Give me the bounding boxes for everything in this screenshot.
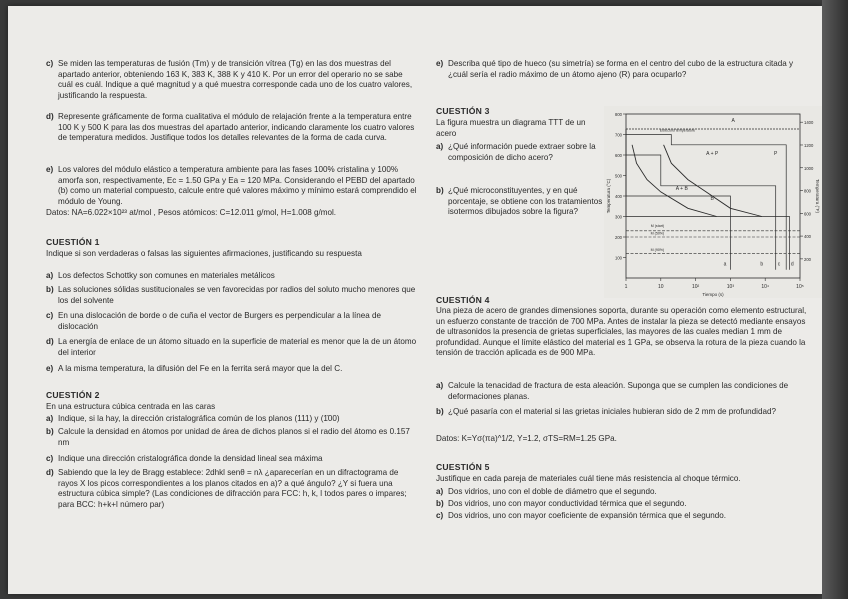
left-intro-item-e: e) Los valores del módulo elástico a temperatura ambiente para las fases 100% cristalina y 100% amorfa son, respectivamente, Ec = 1.50 GPa y Ea = 120 MPa. Considerando el PEBD del apartado (b) como un material compuesto, calcule entre qué valores máximo y mínimo estará comprendido el módulo de Young. xyxy=(46,165,417,206)
region-label: A xyxy=(731,118,735,125)
left-intro-text-e: Los valores del módulo elástico a temperatura ambiente para las fases 100% cristalina y 100% amorfa son, respectivamente, Ec = 1.50 GPa y Ea = 120 MPa. Considerando el PEBD del apartado (b) como un material compuesto, calcule entre qué valores máximo y mínimo estará comprendido el módulo de Young. xyxy=(58,165,417,206)
y-tick-label-right: 800 xyxy=(804,188,811,194)
region-label: Eutectoid temperature xyxy=(659,128,696,133)
y-tick-label-left: 500 xyxy=(615,173,622,179)
q2-item-d: d) Sabiendo que la ley de Bragg establece: 2dhkl senθ = nλ ¿aparecerían en un difractograma de rayos X los picos correspondientes a los planos citados en a)? a qué ángulo? ¿Y si fuera una estructura cúbica simple? (Las condiciones de difracción para FCC: h, k, l todos pares o impares; para BCC: h+k+l número par) xyxy=(46,468,407,509)
x-tick-label: 10² xyxy=(691,284,700,290)
q2-item-c: c) Indique una dirección cristalográfica donde la densidad lineal sea máxima xyxy=(46,454,323,463)
left-intro-text-c: Se miden las temperaturas de fusión (Tm) y de transición vítrea (Tg) en las dos muestras del apartado anterior, obteniendo 163 K, 383 K, 388 K y 410 K. Por un error del operario no se sabe cuál es cuál. Indique a qué magnitud y a qué muestra corresponde cada uno de los cuatro valores, justificando la respuesta. xyxy=(58,59,413,100)
cuestion-4-title: CUESTIÓN 4 xyxy=(436,295,490,305)
y-tick-label-right: 600 xyxy=(804,211,811,217)
cuestion-3-title: CUESTIÓN 3 xyxy=(436,106,490,116)
y-tick-label-left: 300 xyxy=(615,214,622,220)
exam-sheet xyxy=(8,6,822,594)
q1-item-a: a) Los defectos Schottky son comunes en materiales metálicos xyxy=(46,271,275,280)
x-tick-label: 10³ xyxy=(726,284,735,290)
x-tick-label: 10⁴ xyxy=(761,284,770,290)
x-tick-label: 10⁵ xyxy=(796,284,804,290)
q1-item-e: e) A la misma temperatura, la difusión del Fe en la ferrita será mayor que la del C. xyxy=(46,364,343,373)
y-tick-label-right: 400 xyxy=(804,234,811,240)
x-axis-label: Tiempo (s) xyxy=(702,292,724,297)
x-tick-label: 10 xyxy=(658,284,664,290)
y-axis-label-left: Temperatura (°C) xyxy=(606,178,611,214)
y-tick-label-left: 600 xyxy=(615,153,622,158)
region-label: c xyxy=(777,261,781,268)
y-tick-label-left: 200 xyxy=(615,235,622,240)
cuestion-5-intro: Justifique en cada pareja de materiales cuál tiene más resistencia al choque térmico. xyxy=(436,474,741,483)
y-tick-label-right: 1000 xyxy=(804,165,814,171)
y-tick-label-right: 1400 xyxy=(804,120,814,126)
x-tick-label: 1 xyxy=(624,284,628,290)
right-item-e: e) Describa qué tipo de hueco (su simetría) se forma en el centro del cubo de la estructura citada y ¿cuál sería el radio máximo de un átomo ajeno (R) para ocuparlo? xyxy=(436,59,794,79)
region-label: A + B xyxy=(675,185,688,192)
cuestion-4-body: Una pieza de acero de grandes dimensiones soporta, durante su operación como elemento estructural, un esfuerzo constante de tracción de 700 MPa. Antes de instalar la pieza se detectó mediante ensayos de ultrasonidos la presencia de grietas superficiales, las mayores de las cuales median 1 mm de profundidad. Aunque el límite elástico del material es 1 GPa, se observa la rotura de la pieza cuando la tensión de tracción aplicada es de 900 MPa. xyxy=(436,306,807,358)
q1-item-b: b) Las soluciones sólidas sustitucionales se ven favorecidas por radios del soluto mucho menores que los del solvente xyxy=(46,285,416,305)
y-tick-label-left: 400 xyxy=(615,194,622,199)
q1-item-d: d) La energía de enlace de un átomo situado en la superficie de material es menor que la de un átomo del interior xyxy=(46,337,417,357)
y-axis-label-right: Temperatura (°F) xyxy=(815,178,820,214)
left-intro-text-d: Represente gráficamente de forma cualitativa el módulo de relajación frente a la temperatura entre 100 K y 500 K para las dos muestras del apartado anterior, indicando claramente los cuatro valores de temperatura medidos. Justifique todos los detalles relevantes de la forma de cada curva. xyxy=(58,112,415,143)
region-label: P xyxy=(774,151,778,157)
q1-item-c: c) En una dislocación de borde o de cuña el vector de Burgers es perpendicular a la línea de dislocación xyxy=(46,311,382,331)
ttt-chart-svg xyxy=(604,106,822,298)
cuestion-3-intro: La figura muestra un diagrama TTT de un acero xyxy=(436,118,586,138)
cuestion-2-intro: En una estructura cúbica centrada en las caras xyxy=(46,402,216,411)
q2-item-b: b) Calcule la densidad en átomos por unidad de área de dichos planos si el radio del átomo es 0.157 nm xyxy=(46,427,410,447)
q4-item-b: b) ¿Qué pasaría con el material si las grietas iniciales hubieran sido de 2 mm de profundidad? xyxy=(436,407,776,416)
cuestion-5-title: CUESTIÓN 5 xyxy=(436,462,490,472)
region-label: M (50%) xyxy=(650,231,665,236)
region-label: A + P xyxy=(706,151,719,157)
region-label: b xyxy=(760,261,764,268)
page-edge-shadow xyxy=(822,0,848,599)
q5-item-a: a) Dos vidrios, uno con el doble de diámetro que el segundo. xyxy=(436,487,657,496)
region-label: M (start) xyxy=(650,223,665,228)
cuestion-1-intro: Indique si son verdaderas o falsas las siguientes afirmaciones, justificando su respuesta xyxy=(46,249,362,258)
cuestion-2-title: CUESTIÓN 2 xyxy=(46,390,100,400)
y-tick-label-right: 1200 xyxy=(804,142,814,148)
q4-item-a: a) Calcule la tenacidad de fractura de esta aleación. Suponga que se cumplen las condiciones de deformaciones planas. xyxy=(436,381,789,401)
region-label: B xyxy=(710,196,714,203)
y-tick-label-right: 200 xyxy=(804,256,811,262)
y-tick-label-left: 700 xyxy=(615,132,622,138)
region-label: d xyxy=(790,261,794,268)
cuestion-1-title: CUESTIÓN 1 xyxy=(46,237,100,247)
q5-item-b: b) Dos vidrios, uno con mayor conductividad térmica que el segundo. xyxy=(436,499,687,508)
ttt-diagram xyxy=(604,106,822,298)
q4-datos: Datos: K=Yσ(πa)^1/2, Y=1.2, σTS=RM=1.25 GPa. xyxy=(436,434,617,443)
q3-item-b: b) ¿Qué microconstituyentes, y en qué porcentaje, se obtiene con los tratamientos isotermos dibujados sobre la figura? xyxy=(436,186,603,217)
left-datos: Datos: NA=6.022×10²³ at/mol , Pesos atómicos: C=12.011 g/mol, H=1.008 g/mol. xyxy=(46,208,337,217)
q3-item-a: a) ¿Qué información puede extraer sobre la composición de dicho acero? xyxy=(436,142,596,162)
left-intro-item-c: c) Se miden las temperaturas de fusión (Tm) y de transición vítrea (Tg) en las dos muestras del apartado anterior, obteniendo 163 K, 383 K, 388 K y 410 K. Por un error del operario no se sabe cuál es cuál. Indique a qué magnitud y a qué muestra corresponde cada uno de los cuatro valores, justificando la respuesta. xyxy=(46,59,418,101)
region-label: a xyxy=(723,261,727,268)
q5-item-c: c) Dos vidrios, uno con mayor coeficiente de expansión térmica que el segundo. xyxy=(436,511,727,520)
y-tick-label-left: 100 xyxy=(615,255,622,261)
q2-item-a: a) Indique, si la hay, la dirección cristalográfica común de los planos (111) y (1̄00) xyxy=(46,414,340,423)
region-label: M (90%) xyxy=(650,247,665,252)
y-tick-label-left: 800 xyxy=(615,112,622,117)
left-intro-item-d: d) Represente gráficamente de forma cualitativa el módulo de relajación frente a la temperatura entre 100 K y 500 K para las dos muestras del apartado anterior, indicando claramente los cuatro valores de temperatura medidos. Justifique todos los detalles relevantes de la forma de cada curva. xyxy=(46,112,418,144)
